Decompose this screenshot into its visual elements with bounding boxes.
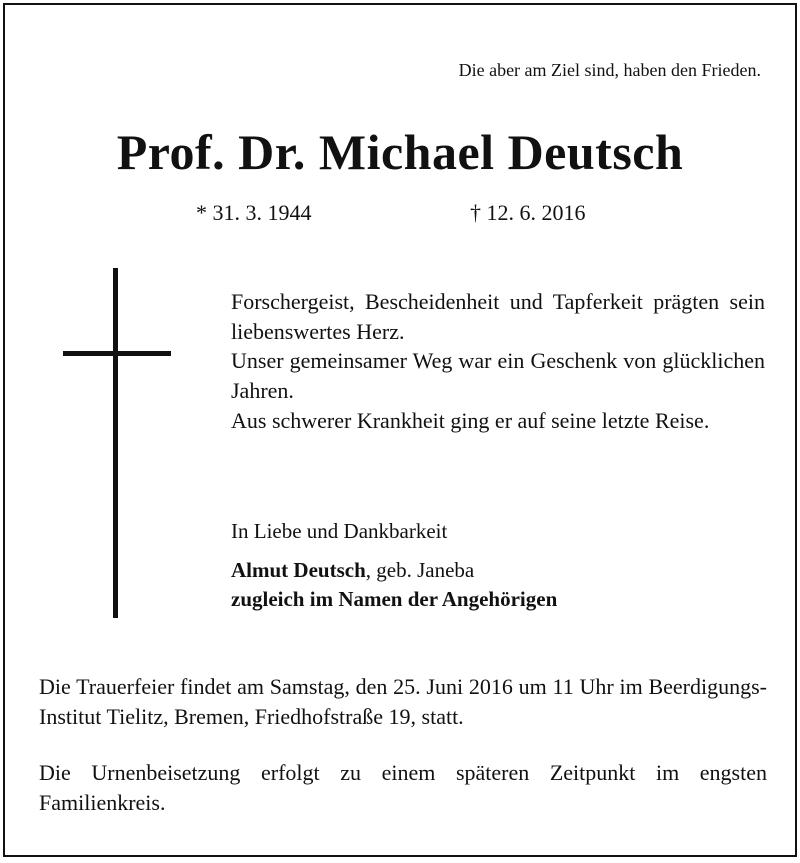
burial-info: Die Urnenbeisetzung erfolgt zu einem späteren Zeitpunkt im engsten Familienkreis. [39, 760, 767, 815]
obituary-notice [3, 3, 797, 857]
verse-1: Forschergeist, Bescheidenheit und Tapferkeit prägten sein liebenswertes Herz. [231, 289, 765, 344]
verse-2: Unser gemeinsamer Weg war ein Geschenk von glücklichen Jahren. [231, 348, 765, 403]
verse-3: Aus schwerer Krankheit ging er auf seine letzte Reise. [231, 408, 710, 433]
motto-quote: Die aber am Ziel sind, haben den Frieden. [458, 60, 761, 80]
signer-name: Almut Deutsch [231, 558, 366, 582]
birth-date: * 31. 3. 1944 [196, 200, 312, 225]
signoff-love: In Liebe und Dankbarkeit [231, 519, 448, 543]
cross-icon [113, 268, 118, 618]
signer-maiden-name: , geb. Janeba [365, 558, 475, 582]
deceased-name: Prof. Dr. Michael Deutsch [116, 124, 684, 180]
signer-line [231, 558, 474, 583]
ceremony-info: Die Trauerfeier findet am Samstag, den 25. Juni 2016 um 11 Uhr im Beerdigungs-Institut Tielitz, Bremen, Friedhofstraße 19, statt. [39, 674, 767, 729]
cross-icon-crossbar [63, 351, 171, 356]
signoff-on-behalf: zugleich im Namen der Angehörigen [231, 587, 558, 611]
death-date: † 12. 6. 2016 [470, 200, 586, 225]
